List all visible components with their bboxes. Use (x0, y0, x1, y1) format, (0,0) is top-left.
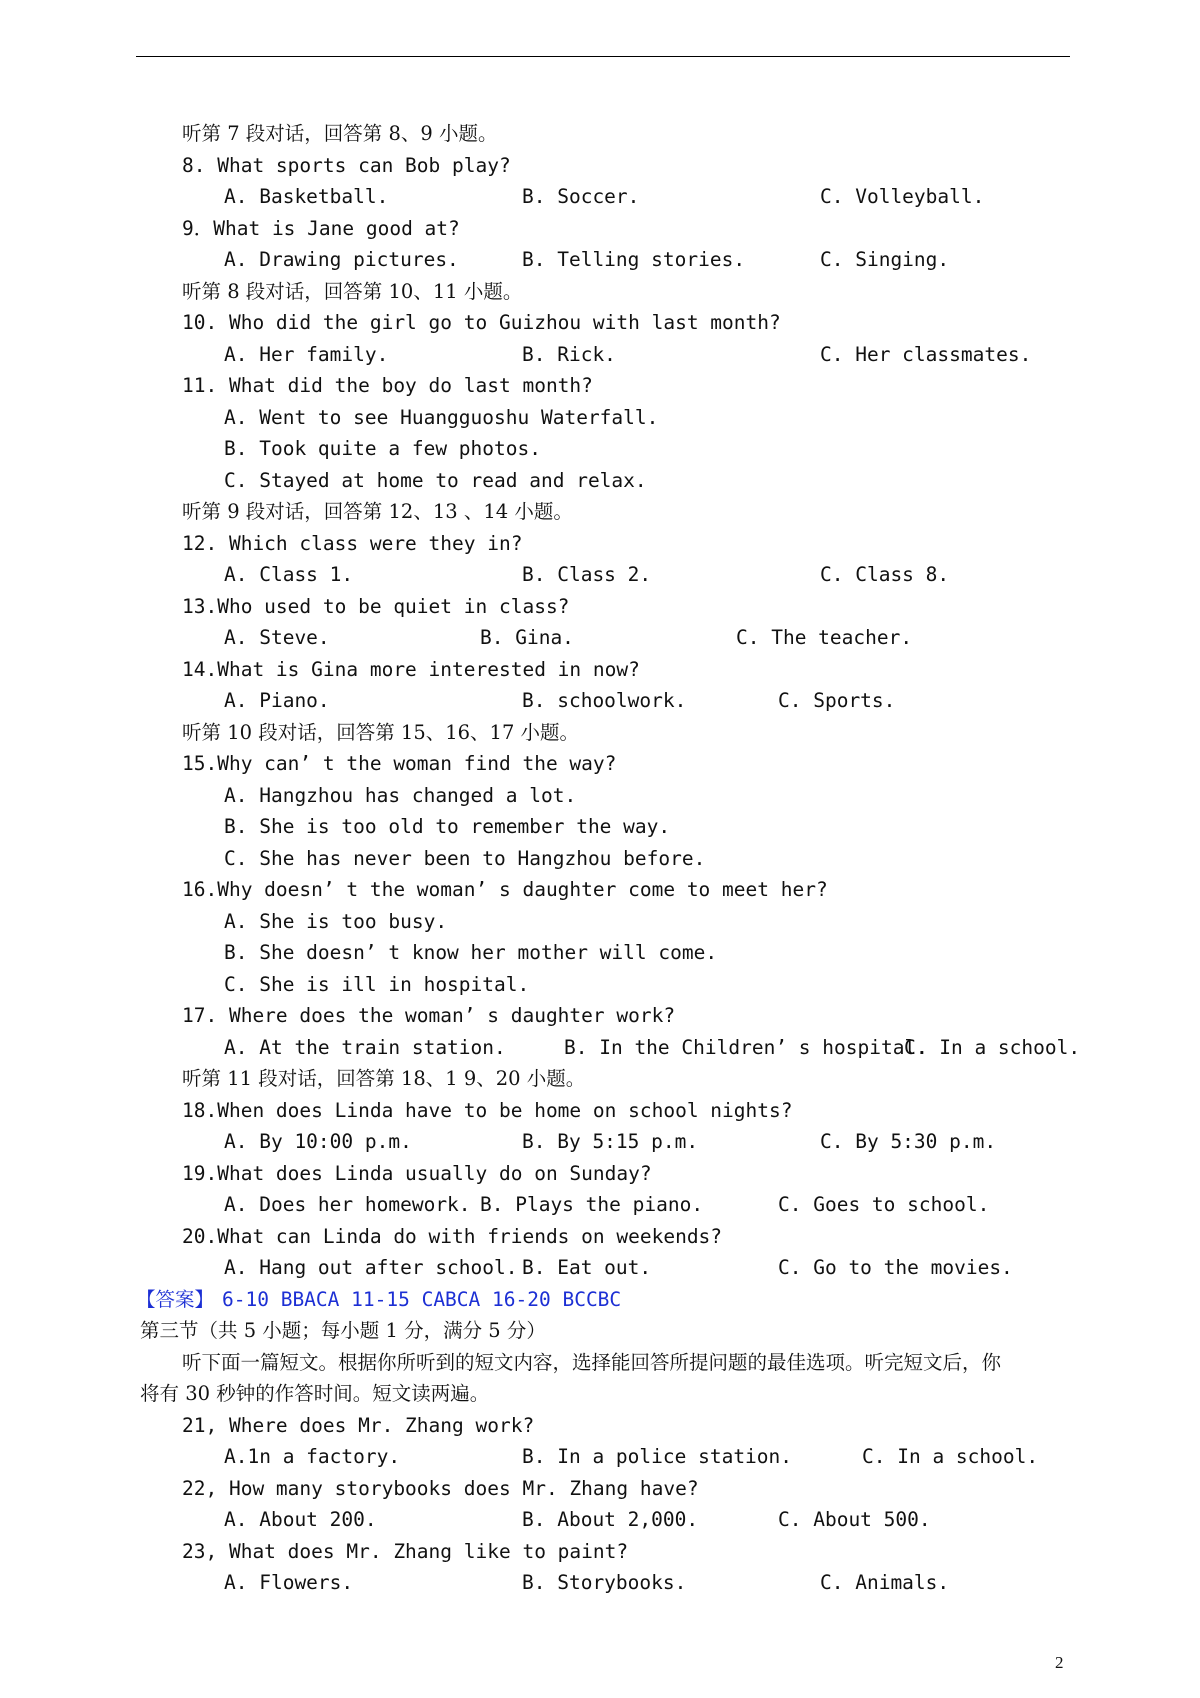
option-23b: B. Storybooks. (522, 1571, 687, 1594)
option-13c: C. The teacher. (736, 626, 913, 649)
option-10b: B. Rick. (522, 342, 616, 366)
options-19 (0, 1189, 1200, 1221)
option-11c-line (0, 465, 1200, 497)
section-header-11 (0, 1063, 1200, 1095)
option-12b: B. Class 2. (522, 563, 652, 586)
option-14a: A. Piano. (224, 689, 330, 712)
question-16-stem: 16.Why doesn’ t the woman’ s daughter come to meet her? (182, 878, 828, 901)
options-18 (0, 1126, 1200, 1158)
part3-instructions-1-text: 听下面一篇短文。根据你所听到的短文内容，选择能回答所提问题的最佳选项。听完短文后，你 (182, 1350, 1002, 1374)
question-15-stem: 15.Why can’ t the woman find the way? (182, 752, 617, 775)
options-14 (0, 685, 1200, 717)
option-9a: A. Drawing pictures. (224, 248, 459, 271)
option-11b-line (0, 433, 1200, 465)
question-21 (0, 1410, 1200, 1442)
option-16b: B. She doesn’ t know her mother will come. (224, 941, 718, 964)
option-20b: B. Eat out. (522, 1256, 652, 1279)
question-17 (0, 1000, 1200, 1032)
option-15c-line (0, 843, 1200, 875)
part3-title (0, 1315, 1200, 1347)
question-23-stem: 23, What does Mr. Zhang like to paint? (182, 1539, 629, 1563)
part3-instructions-2 (0, 1378, 1200, 1410)
option-15b: B. She is too old to remember the way. (224, 815, 671, 838)
question-17-stem: 17. Where does the woman’ s daughter work? (182, 1004, 676, 1027)
option-13a: A. Steve. (224, 626, 330, 649)
section-header-7-text: 听第 7 段对话，回答第 8、9 小题。 (182, 122, 498, 145)
option-17c: C. In a school. (904, 1035, 1081, 1059)
question-10 (0, 307, 1200, 339)
option-17a: A. At the train station. (224, 1035, 506, 1059)
option-8c: C. Volleyball. (820, 185, 985, 208)
option-12a: A. Class 1. (224, 563, 354, 586)
options-17 (0, 1032, 1200, 1064)
answer-label: 【答案】 (136, 1287, 215, 1311)
option-9c: C. Singing. (820, 248, 950, 271)
option-23c: C. Animals. (820, 1571, 950, 1594)
option-20c: C. Go to the movies. (778, 1256, 1013, 1279)
section-header-10-text: 听第 10 段对话，回答第 15、16、17 小题。 (182, 720, 580, 744)
part3-instructions-2-text: 将有 30 秒钟的作答时间。短文读两遍。 (140, 1382, 490, 1405)
options-12 (0, 559, 1200, 591)
header-rule (136, 56, 1070, 57)
section-header-9 (0, 496, 1200, 528)
option-10c: C. Her classmates. (820, 342, 1032, 366)
question-20 (0, 1221, 1200, 1253)
option-16a-line (0, 906, 1200, 938)
question-9 (0, 213, 1200, 245)
question-18 (0, 1095, 1200, 1127)
option-23a: A. Flowers. (224, 1571, 354, 1594)
options-22 (0, 1504, 1200, 1536)
answer-text: 6-10 BBACA 11-15 CABCA 16-20 BCCBC (222, 1287, 622, 1311)
answer-key (0, 1284, 1200, 1316)
question-10-stem: 10. Who did the girl go to Guizhou with last month? (182, 311, 781, 334)
question-15 (0, 748, 1200, 780)
section-header-10 (0, 717, 1200, 749)
section-header-9-text: 听第 9 段对话，回答第 12、13 、14 小题。 (182, 500, 573, 523)
option-18c: C. By 5:30 p.m. (820, 1130, 997, 1153)
options-8 (0, 181, 1200, 213)
option-21c: C. In a school. (862, 1445, 1039, 1468)
section-header-11-text: 听第 11 段对话，回答第 18、1 9、20 小题。 (182, 1067, 586, 1090)
question-12-stem: 12. Which class were they in? (182, 531, 523, 555)
option-15a: A. Hangzhou has changed a lot. (224, 783, 577, 807)
question-14-stem: 14.What is Gina more interested in now? (182, 657, 640, 681)
option-8a: A. Basketball. (224, 185, 389, 208)
question-12 (0, 528, 1200, 560)
options-20 (0, 1252, 1200, 1284)
question-13-stem: 13.Who used to be quiet in class? (182, 594, 570, 618)
option-17b: B. In the Children’ s hospital. (564, 1035, 928, 1059)
question-22-stem: 22, How many storybooks does Mr. Zhang have? (182, 1476, 699, 1500)
option-21b: B. In a police station. (522, 1445, 793, 1468)
option-21a: A.1n a factory. (224, 1445, 401, 1468)
option-18b: B. By 5:15 p.m. (522, 1130, 699, 1153)
question-8 (0, 150, 1200, 182)
option-11a: A. Went to see Huangguoshu Waterfall. (224, 405, 659, 429)
question-22 (0, 1473, 1200, 1505)
option-12c: C. Class 8. (820, 563, 950, 586)
options-10 (0, 339, 1200, 371)
question-18-stem: 18.When does Linda have to be home on school nights? (182, 1098, 793, 1122)
options-21 (0, 1441, 1200, 1473)
option-22a: A. About 200. (224, 1508, 377, 1531)
options-9 (0, 244, 1200, 276)
question-8-stem: 8. What sports can Bob play? (182, 153, 511, 177)
option-19a: A. Does her homework. (224, 1193, 471, 1216)
option-15c: C. She has never been to Hangzhou before. (224, 846, 706, 870)
option-10a: A. Her family. (224, 342, 389, 366)
question-13 (0, 591, 1200, 623)
option-11b: B. Took quite a few photos. (224, 437, 541, 460)
option-8b: B. Soccer. (522, 185, 640, 208)
options-23 (0, 1567, 1200, 1599)
option-16c: C. She is ill in hospital. (224, 972, 530, 996)
question-11 (0, 370, 1200, 402)
option-20a: A. Hang out after school. (224, 1256, 518, 1279)
option-13b: B. Gina. (480, 626, 574, 649)
question-20-stem: 20.What can Linda do with friends on weekends? (182, 1224, 723, 1248)
option-22b: B. About 2,000. (522, 1508, 699, 1531)
option-11a-line (0, 402, 1200, 434)
question-19-stem: 19.What does Linda usually do on Sunday? (182, 1161, 652, 1185)
part3-title-text: 第三节（共 5 小题；每小题 1 分，满分 5 分） (140, 1319, 546, 1342)
option-19c: C. Goes to school. (778, 1193, 990, 1216)
question-21-stem: 21, Where does Mr. Zhang work? (182, 1413, 535, 1437)
question-14 (0, 654, 1200, 686)
option-16c-line (0, 969, 1200, 1001)
option-16b-line (0, 937, 1200, 969)
option-16a: A. She is too busy. (224, 909, 448, 933)
option-15a-line (0, 780, 1200, 812)
page-number: 2 (1055, 1653, 1064, 1672)
option-14c: C. Sports. (778, 689, 896, 712)
section-header-8-text: 听第 8 段对话，回答第 10、11 小题。 (182, 279, 523, 303)
part3-instructions-1 (0, 1347, 1200, 1379)
option-11c: C. Stayed at home to read and relax. (224, 468, 647, 492)
question-23 (0, 1536, 1200, 1568)
option-19b: B. Plays the piano. (480, 1193, 704, 1216)
option-9b: B. Telling stories. (522, 248, 746, 271)
exam-content (0, 118, 1200, 1599)
question-11-stem: 11. What did the boy do last month? (182, 374, 593, 397)
section-header-7 (0, 118, 1200, 150)
option-15b-line (0, 811, 1200, 843)
option-18a: A. By 10:00 p.m. (224, 1130, 412, 1153)
option-14b: B. schoolwork. (522, 689, 687, 712)
option-22c: C. About 500. (778, 1508, 931, 1531)
section-header-8 (0, 276, 1200, 308)
options-13 (0, 622, 1200, 654)
question-19 (0, 1158, 1200, 1190)
question-16 (0, 874, 1200, 906)
question-9-stem: 9．What is Jane good at? (182, 216, 460, 240)
